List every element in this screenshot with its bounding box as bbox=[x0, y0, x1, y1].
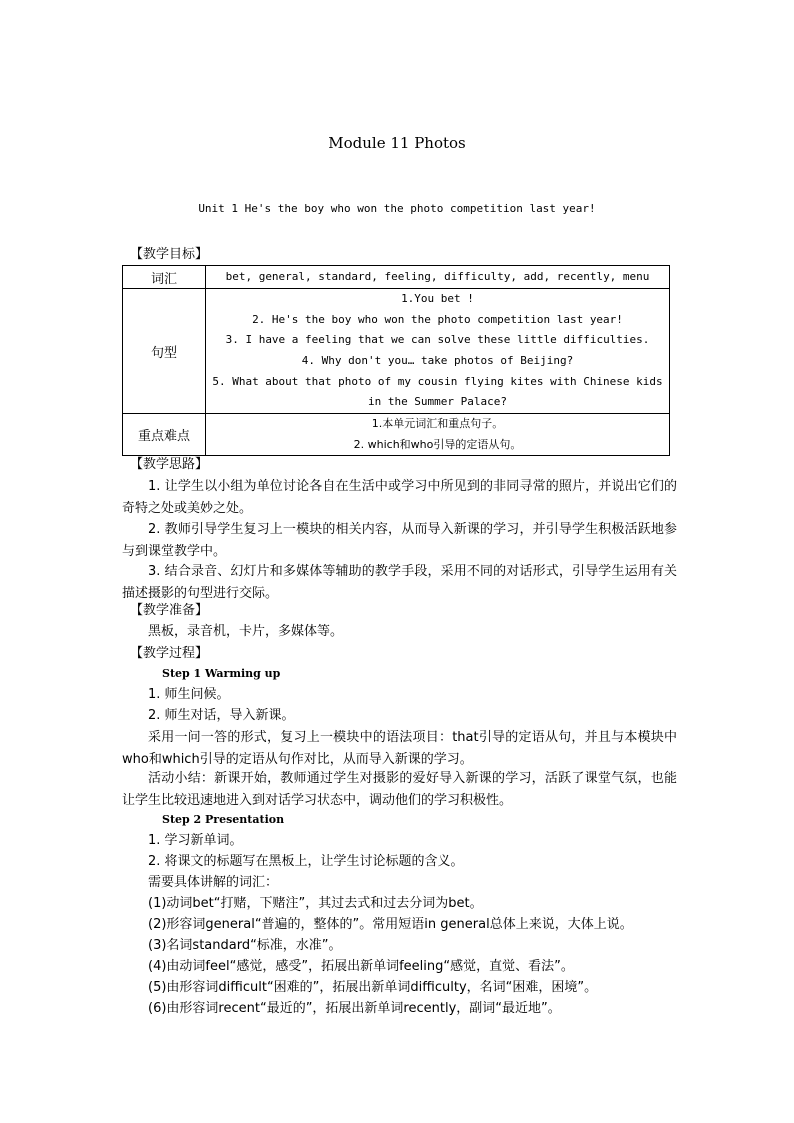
unit-subtitle: Unit 1 He's the boy who won the photo competition last year! bbox=[198, 202, 596, 215]
vocab-note: (5)由形容词difficult“困难的”，拓展出新单词difficulty，名词“困难，困境”。 bbox=[148, 980, 598, 995]
vocab-note: (1)动词bet“打赌，下赌注”，其过去式和过去分词为bet。 bbox=[148, 896, 483, 911]
vocab-note: (4)由动词feel“感觉，感受”，拓展出新单词feeling“感觉，直觉、看法”。 bbox=[148, 959, 574, 974]
step2-title: Step 2 Presentation bbox=[162, 813, 285, 826]
vocab-note: (6)由形容词recent“最近的”，拓展出新单词recently，副词“最近地”。 bbox=[148, 1001, 561, 1016]
vocab-note: (2)形容词general“普遍的，整体的”。常用短语in general总体上来说，大体上说。 bbox=[148, 917, 633, 932]
step2-item: 1. 学习新单词。 bbox=[148, 833, 243, 848]
step1-item: 1. 师生问候。 bbox=[148, 687, 230, 702]
patterns-label: 句型 bbox=[123, 289, 206, 414]
patterns-cell bbox=[206, 289, 670, 414]
page-title: Module 11 Photos bbox=[328, 134, 466, 152]
approach-item: 3. 结合录音、幻灯片和多媒体等辅助的教学手段，采用不同的对话形式，引导学生运用有关描述摄影的句型进行交际。 bbox=[122, 564, 677, 601]
table-row bbox=[123, 414, 670, 456]
key-point-line: 1.本单元词汇和重点句子。 bbox=[371, 417, 504, 430]
pattern-line: 3. I have a feeling that we can solve these little difficulties. bbox=[225, 333, 650, 347]
step1-item: 2. 师生对话，导入新课。 bbox=[148, 708, 295, 723]
approach-item: 2. 教师引导学生复习上一模块的相关内容，从而导入新课的学习，并引导学生积极活跃地参与到课堂教学中。 bbox=[122, 522, 677, 559]
pattern-line: 5. What about that photo of my cousin flying kites with Chinese kids bbox=[212, 374, 663, 388]
step1-title: Step 1 Warming up bbox=[162, 667, 281, 680]
approach-item: 1. 让学生以小组为单位讨论各自在生活中或学习中所见到的非同寻常的照片，并说出它们的奇特之处或美妙之处。 bbox=[122, 479, 677, 516]
pattern-line: in the Summer Palace? bbox=[367, 395, 508, 409]
pattern-line: 1.You bet ! bbox=[401, 292, 474, 306]
approach-heading: 【教学思路】 bbox=[130, 457, 209, 472]
vocab-words: bet, general, standard, feeling, difficulty, add, recently, menu bbox=[206, 266, 670, 289]
prep-heading: 【教学准备】 bbox=[130, 603, 209, 618]
vocab-note: (3)名词standard“标准，水准”。 bbox=[148, 938, 342, 953]
goals-heading: 【教学目标】 bbox=[130, 247, 209, 262]
key-label: 重点难点 bbox=[123, 414, 206, 456]
table-row bbox=[123, 266, 670, 289]
vocab-label: 词汇 bbox=[123, 266, 206, 289]
goals-table bbox=[122, 265, 670, 456]
step1-paragraph: 采用一问一答的形式，复习上一模块中的语法项目：that引导的定语从句，并且与本模块中who和which引导的定语从句作对比，从而导入新课的学习。 bbox=[122, 730, 677, 767]
step2-item: 2. 将课文的标题写在黑板上，让学生讨论标题的含义。 bbox=[148, 854, 464, 869]
prep-text: 黑板，录音机，卡片，多媒体等。 bbox=[148, 624, 344, 639]
vocab-intro: 需要具体讲解的词汇： bbox=[148, 875, 279, 890]
step1-summary: 活动小结：新课开始，教师通过学生对摄影的爱好导入新课的学习，活跃了课堂气氛，也能让学生比较迅速地进入到对话学习状态中，调动他们的学习积极性。 bbox=[122, 771, 677, 808]
pattern-line: 4. Why don't you… take photos of Beijing? bbox=[301, 354, 574, 367]
key-point-line: 2. which和who引导的定语从句。 bbox=[353, 437, 522, 451]
pattern-line: 2. He's the boy who won the photo competition last year! bbox=[252, 312, 623, 326]
key-points-cell bbox=[206, 414, 670, 456]
process-heading: 【教学过程】 bbox=[130, 646, 209, 661]
table-row bbox=[123, 289, 670, 414]
